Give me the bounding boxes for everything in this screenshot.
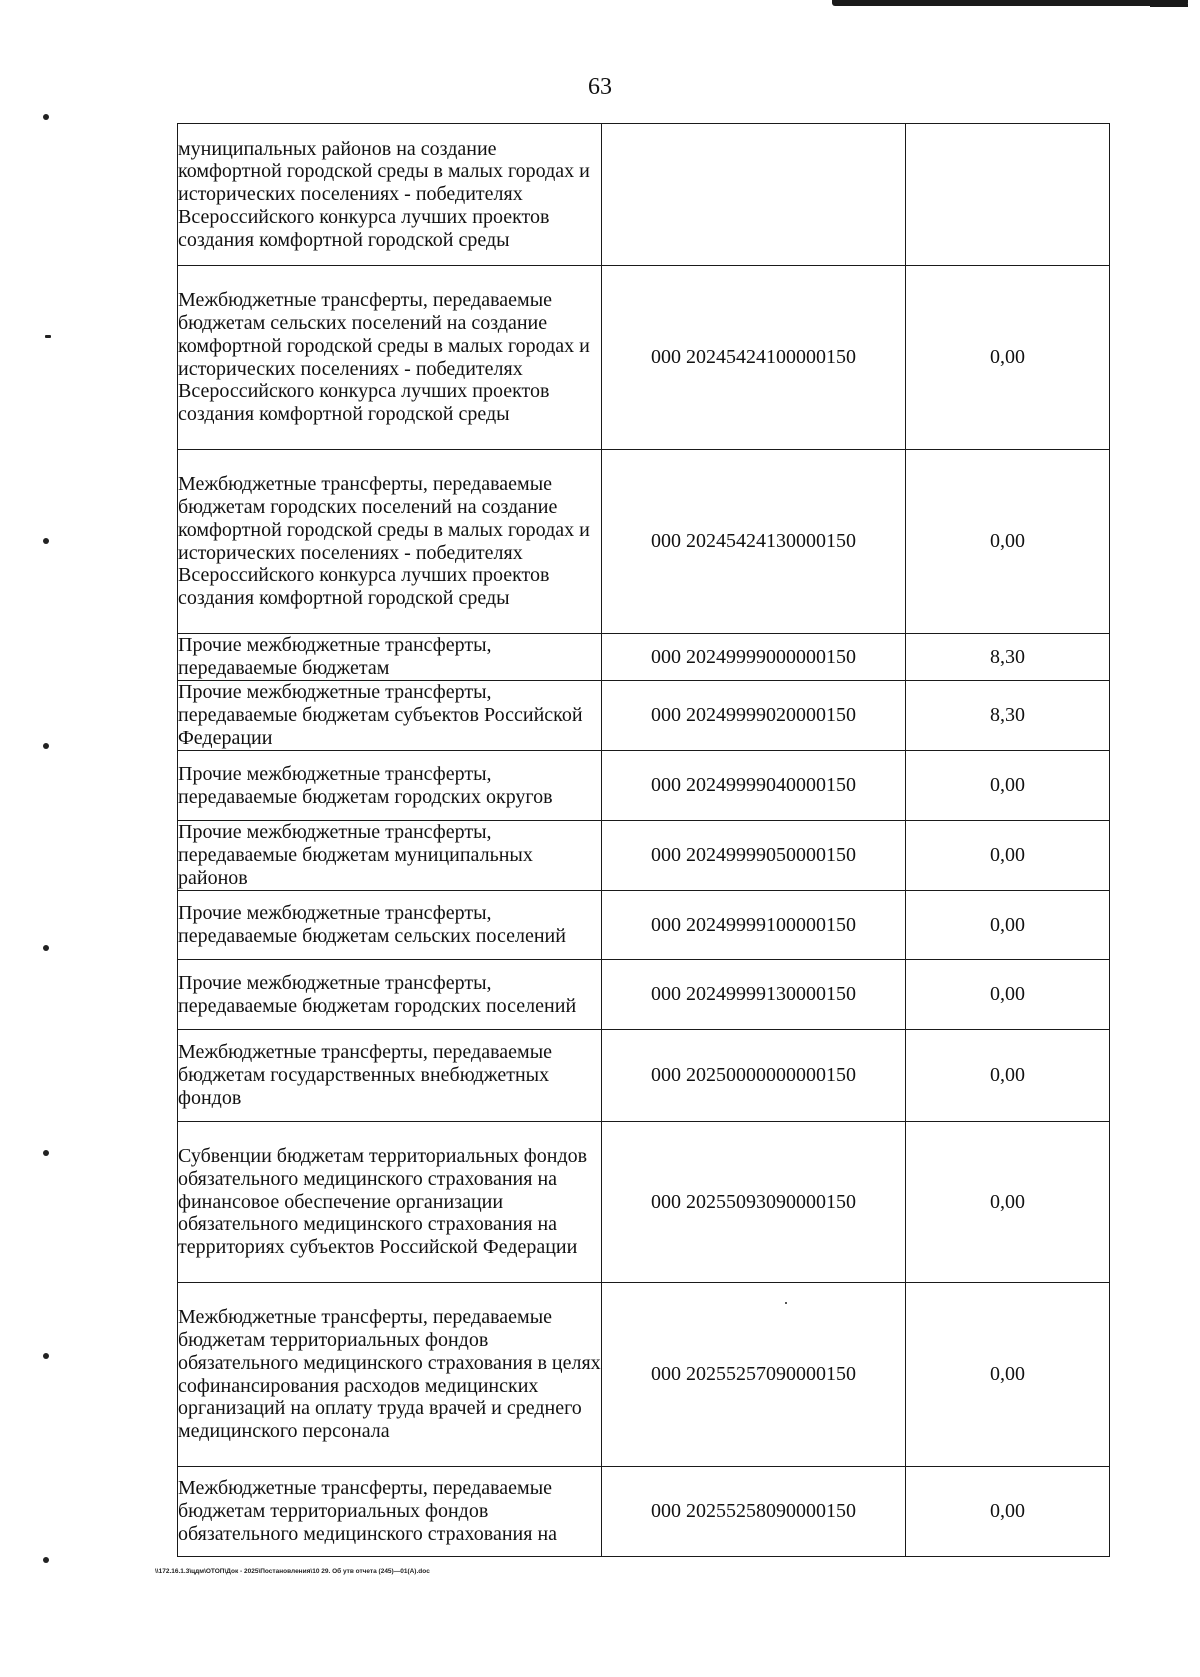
budget-code-cell: 000 20249999130000150 [602,960,906,1030]
amount-cell: 0,00 [906,960,1110,1030]
budget-code-cell: 000 20249999040000150 [602,751,906,821]
margin-mark [43,538,49,544]
table-row [178,681,1110,751]
table-row [178,1122,1110,1283]
revenue-name-cell: Межбюджетные трансферты, передаваемые бюджетам городских поселений на создание комфортной городской среды в малых городах и исторических поселениях - победителях Всероссийского конкурса лучших проектов создания комфортной городской среды [178,450,602,634]
amount-cell: 0,00 [906,450,1110,634]
budget-code-cell: 000 20249999020000150 [602,681,906,751]
amount-cell: 0,00 [906,1283,1110,1467]
budget-code-cell: 000 20255257090000150 [602,1283,906,1467]
budget-code-cell: 000 20249999100000150 [602,891,906,960]
table-row [178,960,1110,1030]
table-row [178,266,1110,450]
amount-cell: 0,00 [906,751,1110,821]
top-scan-rule-tail [1150,4,1188,7]
budget-code-cell: 000 20255093090000150 [602,1122,906,1283]
revenue-name-cell: Прочие межбюджетные трансферты, передаваемые бюджетам городских поселений [178,960,602,1030]
amount-cell [906,124,1110,266]
table-row [178,1467,1110,1557]
revenue-name-cell: Прочие межбюджетные трансферты, передаваемые бюджетам муниципальных районов [178,821,602,891]
revenue-name-cell: Прочие межбюджетные трансферты, передаваемые бюджетам сельских поселений [178,891,602,960]
revenue-name-cell: Субвенции бюджетам территориальных фондов обязательного медицинского страхования на финансовое обеспечение организации обязательного медицинского страхования на территориях субъектов Российской Федерации [178,1122,602,1283]
revenue-name-cell: Прочие межбюджетные трансферты, передаваемые бюджетам [178,634,602,681]
amount-cell: 8,30 [906,681,1110,751]
budget-code-cell: 000 20245424130000150 [602,450,906,634]
amount-cell: 0,00 [906,1030,1110,1122]
table-row [178,751,1110,821]
budget-code-cell: 000 20250000000000150 [602,1030,906,1122]
table-row [178,124,1110,266]
margin-mark [43,743,49,749]
margin-mark [43,1557,49,1563]
revenue-name-cell: Межбюджетные трансферты, передаваемые бюджетам сельских поселений на создание комфортной городской среды в малых городах и исторических поселениях - победителях Всероссийского конкурса лучших проектов создания комфортной городской среды [178,266,602,450]
amount-cell: 8,30 [906,634,1110,681]
budget-code-cell: 000 20249999000000150 [602,634,906,681]
amount-cell: 0,00 [906,266,1110,450]
budget-revenue-table [177,123,1110,1557]
top-scan-rule [832,0,1188,6]
revenue-name-cell: Межбюджетные трансферты, передаваемые бюджетам территориальных фондов обязательного медицинского страхования на [178,1467,602,1557]
budget-code-cell: 000 20245424100000150 [602,266,906,450]
table-row [178,1283,1110,1467]
page-number: 63 [588,74,612,100]
margin-mark [45,335,51,338]
budget-code-cell: 000 20249999050000150 [602,821,906,891]
revenue-name-cell: Прочие межбюджетные трансферты, передаваемые бюджетам городских округов [178,751,602,821]
table-row [178,1030,1110,1122]
margin-mark [43,1353,49,1359]
table-row [178,891,1110,960]
table-row [178,634,1110,681]
amount-cell: 0,00 [906,891,1110,960]
revenue-name-cell: Межбюджетные трансферты, передаваемые бюджетам территориальных фондов обязательного медицинского страхования в целях софинансирования расходов медицинских организаций на оплату труда врачей и среднего медицинского персонала [178,1283,602,1467]
amount-cell: 0,00 [906,821,1110,891]
amount-cell: 0,00 [906,1467,1110,1557]
budget-code-cell: 000 20255258090000150 [602,1467,906,1557]
budget-code-cell [602,124,906,266]
revenue-name-cell: муниципальных районов на создание комфортной городской среды в малых городах и исторических поселениях - победителях Всероссийского конкурса лучших проектов создания комфортной городской среды [178,124,602,266]
revenue-name-cell: Прочие межбюджетные трансферты, передаваемые бюджетам субъектов Российской Федерации [178,681,602,751]
margin-mark [43,945,49,951]
margin-mark [43,1150,49,1156]
margin-mark [43,114,49,120]
footer-file-path: \\172.16.1.3\цдм\ОТОП\Док - 2025\Постановления\10 29. Об утв отчета (245)—01(А).doc [155,1568,430,1575]
revenue-name-cell: Межбюджетные трансферты, передаваемые бюджетам государственных внебюджетных фондов [178,1030,602,1122]
table-row [178,821,1110,891]
amount-cell: 0,00 [906,1122,1110,1283]
table-row [178,450,1110,634]
